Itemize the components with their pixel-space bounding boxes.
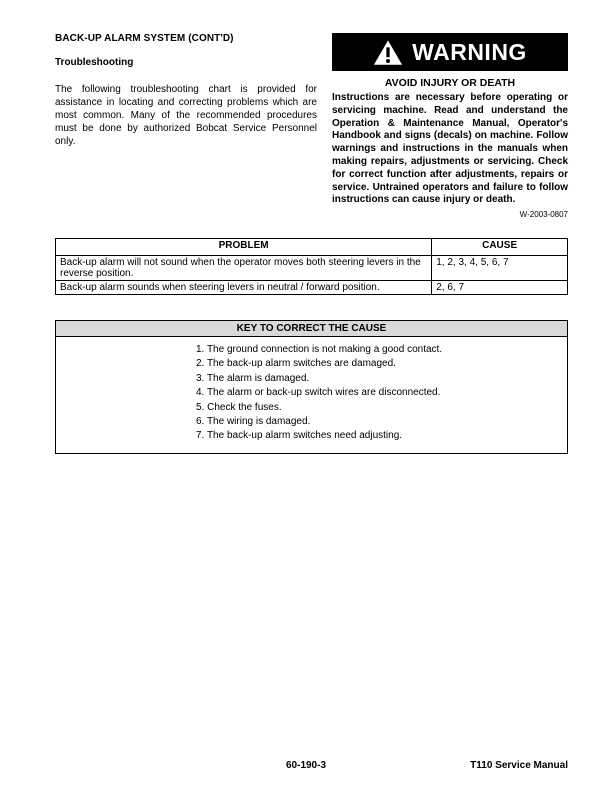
intro-section [55, 33, 317, 148]
warning-banner-label: WARNING [412, 38, 527, 65]
problem-cause-table [55, 238, 568, 295]
page-number: 60-190-3 [285, 760, 327, 771]
key-item: 7. The back-up alarm switches need adjusting. [196, 430, 403, 442]
warning-body: Instructions are necessary before operating or servicing machine. Read and understand the Operation & Maintenance Manual, Operator's Handbook and signs (decals) on machine. Follow warnings and instructions in the manuals when making repairs, adjustments or servicing. Check for correct function after adjustments, repairs or service. Untrained operators and failure to follow instructions can cause injury or death. [332, 92, 568, 206]
manual-title: T110 Service Manual [470, 760, 568, 771]
cause-cell: 1, 2, 3, 4, 5, 6, 7 [432, 256, 568, 281]
subsection-heading: Troubleshooting [55, 57, 134, 68]
key-item: 6. The wiring is damaged. [196, 416, 311, 428]
warning-title: AVOID INJURY OR DEATH [384, 77, 516, 89]
table-row [56, 281, 568, 295]
key-item: 2. The back-up alarm switches are damaged. [196, 358, 396, 370]
table-row [56, 256, 568, 281]
key-item: 5. Check the fuses. [196, 401, 282, 413]
key-item: 4. The alarm or back-up switch wires are disconnected. [196, 387, 441, 399]
key-item: 3. The alarm is damaged. [196, 372, 310, 384]
key-table-title: KEY TO CORRECT THE CAUSE [55, 320, 568, 337]
problem-cell: Back-up alarm sounds when steering levers in neutral / forward position. [56, 281, 432, 295]
warning-box [332, 33, 568, 219]
table-header-row [56, 239, 568, 256]
cause-column-header: CAUSE [432, 239, 568, 256]
warning-banner [332, 33, 568, 71]
section-heading: BACK-UP ALARM SYSTEM (CONT'D) [55, 33, 234, 44]
key-table [55, 320, 568, 454]
key-table-body [55, 337, 568, 454]
warning-triangle-icon [373, 39, 403, 66]
problem-cell: Back-up alarm will not sound when the operator moves both steering levers in the reverse position. [56, 256, 432, 281]
key-item: 1. The ground connection is not making a good contact. [196, 344, 443, 355]
cause-cell: 2, 6, 7 [432, 281, 568, 295]
warning-code: W-2003-0807 [519, 210, 568, 220]
problem-column-header: PROBLEM [56, 239, 432, 256]
intro-paragraph: The following troubleshooting chart is provided for assistance in locating and correcting problems which are most common. Many of the recommended procedures must be done by authorized Bobcat Service Personnel only. [55, 84, 317, 147]
